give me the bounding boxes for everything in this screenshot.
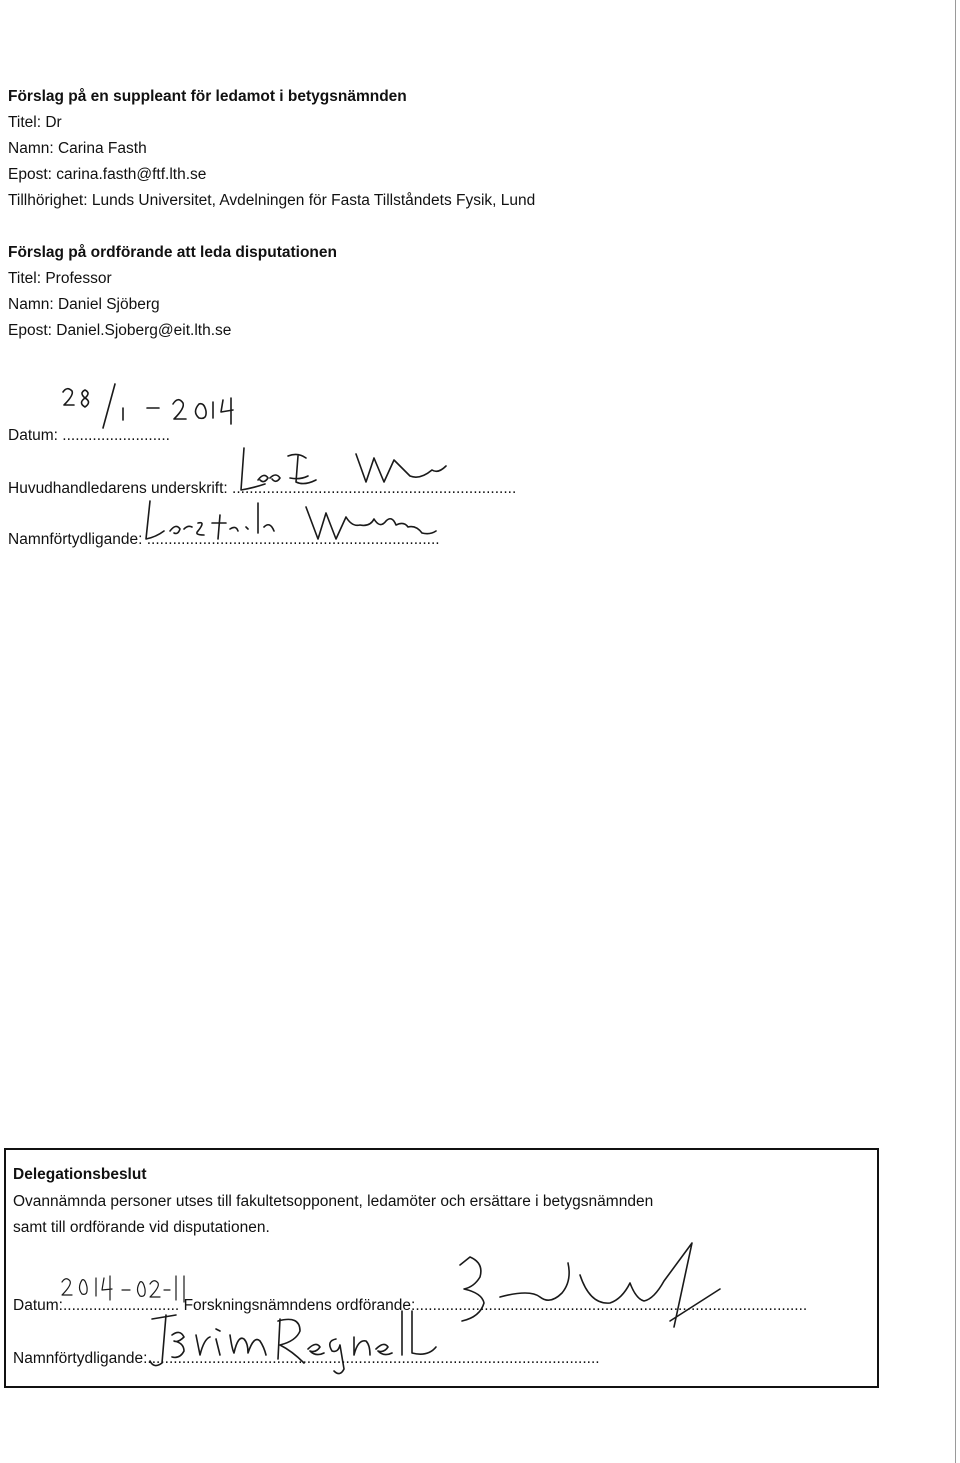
suppleant-titel: Titel: Dr <box>8 114 62 131</box>
suppleant-tillhorighet: Tillhörighet: Lunds Universitet, Avdelningen för Fasta Tillståndets Fysik, Lund <box>8 192 536 209</box>
suppleant-namn: Namn: Carina Fasth <box>8 140 147 157</box>
ordforande-titel: Titel: Professor <box>8 270 112 287</box>
beslut-namnfortydligande-label: Namnförtydligande: <box>13 1350 148 1367</box>
datum-dots: ......................... <box>62 427 170 444</box>
handwritten-date-signoff <box>55 380 245 440</box>
handwritten-signature-huvudhandledare <box>228 440 478 500</box>
beslut-ordforande-dots: ........................................................................................... <box>415 1297 808 1314</box>
handwritten-signature-ordforande <box>430 1235 730 1345</box>
namnfortydligande-label: Namnförtydligande: <box>8 531 143 548</box>
delegationsbeslut-text-1: Ovannämnda personer utses till fakultetsopponent, ledamöter och ersättare i betygsnämnden <box>13 1193 654 1210</box>
beslut-ordforande-label: Forskningsnämndens ordförande: <box>183 1297 416 1314</box>
suppleant-heading: Förslag på en suppleant för ledamot i betygsnämnden <box>8 88 407 105</box>
ordforande-epost: Epost: Daniel.Sjoberg@eit.lth.se <box>8 322 232 339</box>
handwritten-name-huvudhandledare <box>140 493 480 553</box>
beslut-datum-label: Datum: <box>13 1297 63 1314</box>
delegationsbeslut-heading: Delegationsbeslut <box>13 1166 147 1183</box>
ordforande-namn: Namn: Daniel Sjöberg <box>8 296 160 313</box>
ordforande-heading: Förslag på ordförande att leda disputationen <box>8 244 337 261</box>
handwritten-name-ordforande <box>140 1305 470 1385</box>
datum-label: Datum: <box>8 427 58 444</box>
delegationsbeslut-text-2: samt till ordförande vid disputationen. <box>13 1219 270 1236</box>
suppleant-epost: Epost: carina.fasth@ftf.lth.se <box>8 166 207 183</box>
beslut-datum-dots: ........................... <box>62 1297 180 1314</box>
underskrift-label: Huvudhandledarens underskrift: <box>8 480 228 497</box>
namnfortydligande-dots: .................................................................... <box>146 531 440 548</box>
beslut-namnfortydligande-dots: ......................................................................................................... <box>147 1350 600 1367</box>
page-edge-line <box>955 0 956 1463</box>
underskrift-dots: .................................................................. <box>232 480 517 497</box>
